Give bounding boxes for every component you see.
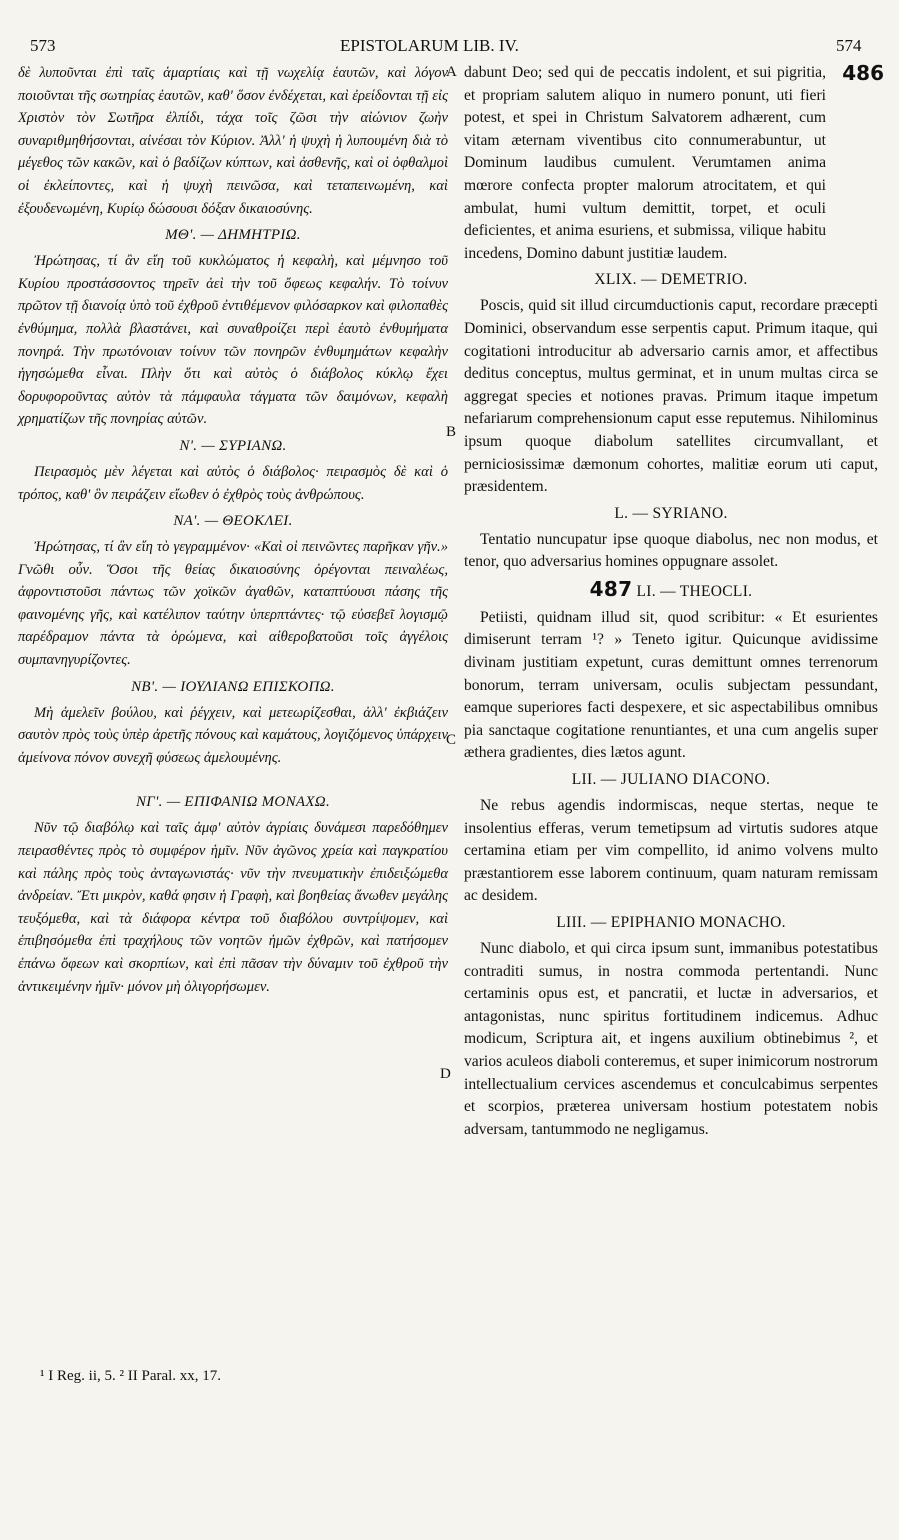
latin-heading-51-line [464, 578, 878, 603]
margin-letter-d: D [440, 1066, 451, 1082]
column-number-487: 487 [589, 576, 633, 601]
greek-column [18, 62, 448, 998]
greek-letter-50: Πειρασμὸς μὲν λέγεται καὶ αὐτὸς ὁ διάβολος· πειρασμὸς δὲ καὶ ὁ τρόπος, καθ' ὃν πειράζειν εἴωθεν ὁ ἐχθρὸς τοὺς ἀνθρώπους. [18, 463, 448, 503]
margin-letter-c: C [446, 732, 457, 748]
margin-letter-b: B [446, 424, 457, 440]
latin-column [464, 61, 884, 1141]
greek-letter-49: Ἠρώτησας, τί ἂν εἴη τοῦ κυκλώματος ἡ κεφαλὴ, καὶ μέμνησο τοῦ Κυρίου προστάσσοντος τηρεῖν ἀεὶ τὴν τοῦ ὄφεως κεφαλήν. Τὸ τοίνυν πρῶτον τῇ διανοίᾳ ὑπὸ τοῦ ἐχθροῦ ἐντιθέμενον φιλόσαρκον καὶ φιλοπαθὲς ἐνθύμημα, πολλὰ βλαστάνει, καὶ συναθροίζει περὶ ἑαυτὸ ἐνθυμήματα πονηρά. Τὴν πρωτόνοιαν τοίνυν τῶν πονηρῶν ἐνθυμημάτων κεφαλὴν ἡγησώμεθα εἶναι. Πλὴν ὅτι καὶ αὐτὸς ὁ διάβολος κύκλῳ ἔχει δορυφοροῦντας αὐτὸν τὰ πάμφαυλα τάγματα τῶν δαιμόνων, κεφαλὴ χρηματίζων τῆς πονηρίας αὐτῶν. [18, 253, 448, 428]
latin-letter-50: Tentatio nuncupatur ipse quoque diabolus, nec non modus, et tenor, quo adversarius homines oppugnare assolet. [464, 530, 878, 571]
greek-letter-52: Μὴ ἀμελεῖν βούλου, καὶ ῥέγχειν, καὶ μετεωρίζεσθαι, ἀλλ' ἐκβιάζειν σαυτὸν πρὸς τοὺς ὑπὲρ ἀρετῆς πόνους καὶ καμάτους, λογιζόμενος ὑπάρχειν ἀμείνονα πόνον συνεχῆ φύσεως ἀμελουμένης. [18, 704, 448, 766]
latin-paragraph-continued: dabunt Deo; sed qui de peccatis indolent, et sui pigritia, et propriam salutem aliquo in numero ponunt, uti fieri potest, et spei in Christum Salvatorem adhærent, cum vitam æternam viventibus cito connumerabuntur, ut Dominum laudibus cumulent. Verumtamen anima mœrore confecta propter malorum atrocitatem, et qui ambulat, humi vultum demittit, torpet, et oculi deficientes, et anima esuriens, et submissa, vilique habitu incedens, Domino dabunt justitiæ laudem. [464, 64, 826, 262]
margin-letter-a: A [446, 64, 457, 80]
greek-heading-50: Νʹ. — ΣΥΡΙΑΝΩ. [179, 437, 287, 454]
greek-heading-53: ΝΓʹ. — ΕΠΙΦΑΝΙΩ ΜΟΝΑΧΩ. [136, 794, 330, 811]
greek-letter-51: Ἠρώτησας, τί ἂν εἴη τὸ γεγραμμένον· «Καὶ οἱ πεινῶντες παρῆκαν γῆν.» Γνῶθι οὖν. Ὅσοι τῆς θείας δικαιοσύνης ὀρέγονται πειναλέως, ἀφροντιστοῦσι πάντως τῶν χοϊκῶν ἀγαθῶν, καταπτύουσι πάσης τῆς φαινομένης γῆς, καὶ κατέλιπον ταύτην ὑπερπτάντες· τῷ εὐσεβεῖ λογισμῷ παρέδραμον πάντα τὰ ὁρώμενα, καὶ αἰθεροβατοῦσι τοῖς ἀγγέλοις συμπανηγυρίζοντες. [18, 539, 448, 669]
latin-letter-51: Petiisti, quidnam illud sit, quod scribitur: « Et esurientes dimiserunt terram ¹? » Teneto igitur. Quicunque avidissime divinam justitiam expetunt, curas demittunt omnes terrenorum bonorum, terram universam, oculis subjectam pessundant, eamque superiores facti despexere, et sic aspectabilibus omnibus pia sanctaque cogitatione renuntiantes, et una cum angelis super æthera gradientes, dies lætos agunt. [464, 608, 878, 762]
right-page-number: 574 [836, 36, 862, 55]
running-title: EPISTOLARUM LIB. IV. [340, 36, 519, 55]
latin-heading-51: LI. — THEOCLI. [636, 582, 753, 600]
greek-letter-53: Νῦν τῷ διαβόλῳ καὶ ταῖς ἀμφ' αὐτὸν ἀγρίαις δυνάμεσι παρεδόθημεν πειρασθέντες πρὸς τὸ συμφέρον ἡμῖν. Νῦν ἀγῶνος χρεία καὶ παγκρατίου καὶ πάλης πρὸς τοὺς ἀνταγωνιστάς· νῦν τὴν πνευματικὴν ἐπιδειξώμεθα ἀνδρείαν. Ἔτι μικρὸν, καθά φησιν ἡ Γραφὴ, καὶ βοηθείας ἄνωθεν μεγάλης τευξόμεθα, καὶ τὰ διάφορα κέντρα τοῦ διαβόλου συντρίψομεν, καὶ ἐπιβησόμεθα ἐπὶ τραχήλους τῶν νοητῶν ἡμῶν ἐχθρῶν, καὶ πατήσομεν ἐπάνω ὄφεων καὶ σκορπίων, καὶ ἐπὶ πᾶσαν τὴν δύναμιν τοῦ ἐχθροῦ τὴν ἀντικειμένην ἡμῖν· μόνον μὴ ὀλιγορήσωμεν. [18, 820, 448, 995]
left-page-number: 573 [30, 36, 56, 55]
latin-heading-52: LII. — JULIANO DIACONO. [571, 771, 771, 789]
latin-heading-50: L. — SYRIANO. [614, 504, 728, 522]
latin-letter-52: Ne rebus agendis indormiscas, neque stertas, neque te insolentius efferas, verum temetipsum ad virtutis sudores atque certamina etiam per vim compellito, id animo volvens multo præstantiorem esse laborem continuum, quam naturam remissam ac desidem. [464, 797, 878, 905]
greek-heading-49: ΜΘʹ. — ΔΗΜΗΤΡΙΩ. [165, 227, 301, 244]
latin-letter-53: Nunc diabolo, et qui circa ipsum sunt, immanibus potestatibus contraditi sumus, in nostra commoda pertentandi. Nunc certaminis opus est, et pancratii, et luctæ in adversarios, et antagonistas, nunc spiritus fortitudinem indicemus. Adhuc modicum, Scriptura ait, et ingens auxilium obtinebimus ², et varios aculeos diaboli conteremus, et super inimicorum nostrorum intellectualium cervices ascendemus et conculcabimus serpentes et scorpios, præterea universam hostium potestatem nobis adversam, tantummodo ne negligamus. [464, 940, 878, 1138]
latin-heading-53: LIII. — EPIPHANIO MONACHO. [556, 914, 786, 931]
greek-heading-52: ΝΒʹ. — ΙΟΥΛΙΑΝΩ ΕΠΙΣΚΟΠΩ. [131, 678, 335, 695]
latin-heading-49: XLIX. — DEMETRIO. [594, 271, 748, 289]
page-header [30, 36, 870, 58]
column-number-486: 486 [842, 61, 884, 85]
footnote: ¹ I Reg. ii, 5. ² II Paral. xx, 17. [40, 1368, 222, 1384]
greek-heading-51: ΝΑʹ. — ΘΕΟΚΛΕΙ. [173, 513, 293, 530]
greek-paragraph-continued: δὲ λυποῦνται ἐπὶ ταῖς ἁμαρτίαις καὶ τῇ νωχελίᾳ ἑαυτῶν, καὶ λόγον ποιοῦνται τῆς σωτηρίας ἑαυτῶν, καθ' ὅσον ἐνδέχεται, καὶ ἐρείδονται τῇ εἰς Χριστὸν τὸν Σωτῆρα ἐλπίδι, τάχα τοῖς ζῶσι τὴν αἰώνιον ζωὴν συναριθμηθήσονται, αἰνέσαι τὸν Κύριον. Ἀλλ' ἡ ψυχὴ ἡ λυπουμένη διὰ τὸ μέγεθος τῶν κακῶν, καὶ ὁ βαδίζων κύπτων, καὶ ἀσθενῆς, καὶ οἱ ὀφθαλμοὶ οἱ ἐκλείποντες, καὶ ἡ ψυχὴ πεινῶσα, καὶ τεταπεινωμένη, καὶ ἐξουδενωμένη, Κυρίῳ δώσουσι δόξαν δικαιοσύνης. [18, 65, 448, 217]
latin-letter-49: Poscis, quid sit illud circumductionis caput, recordare præcepti Dominici, observandum esse serpentis caput. Primum itaque, qui cogitationi introducitur ab adversario carnis amor, et affectibus deditus conceptus, multus germinat, et in unum multas circa se aggregat species et notiones pravas. Primum itaque impetum nefariarum comprehensionum caput esse reputemus. Nihilominus ipsum quoque diabolum satellites circumvallant, et perniciosissimæ dæmonum cohortes, malitiæ eorum uti caput, præsidentem. [464, 297, 878, 496]
